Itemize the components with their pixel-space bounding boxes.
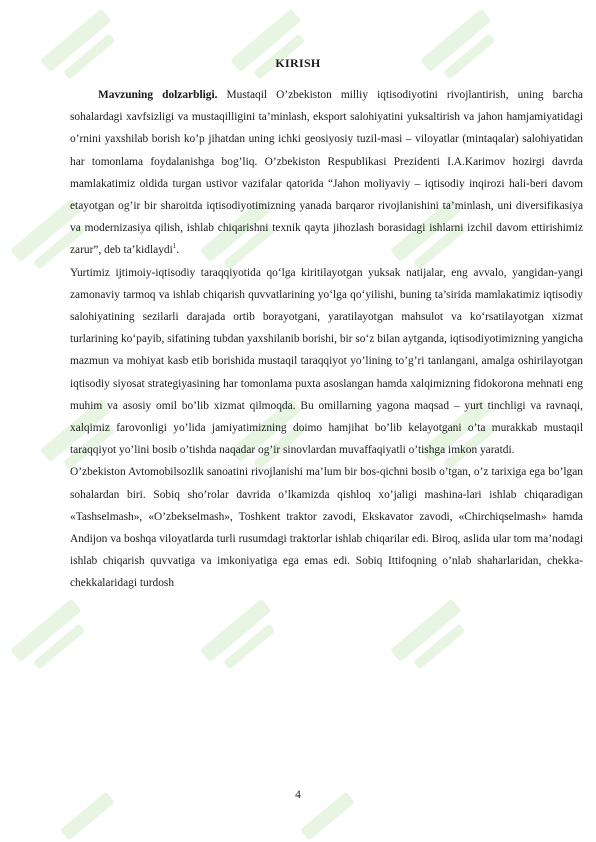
intro-tail: .: [176, 244, 180, 257]
document-body: [70, 84, 583, 595]
footnote-ref: 1: [172, 242, 177, 251]
lead-phrase: Mavzuning dolzarbligi.: [98, 89, 218, 101]
paragraph-intro: [70, 84, 583, 262]
paragraph-3: O’zbekiston Avtomobilsozlik sanoatini rivojlanishi ma’lum bir bos-qichni bosib o’tgan, o’z tarixiga ega bo’lgan sohalardan biri. Sobiq sho’rolar davrida o’lkamizda qishloq xo’jaligi mashina-lari ishlab chiqaradigan «Tashselmash», «O’zbekselmash», Toshkent traktor zavodi, Ekskavator zavodi, «Chirchiqselmash» hamda Andijon va boshqa viloyatlarda turli rusumdagi traktorlar ishlab chiqarilar edi. Biroq, aslida ular tom ma’nodagi ishlab chiqarish quvvatiga va imkoniyatiga ega emas edi. Sobiq Ittifoqning o’nlab shaharlaridan, chekka-chekkalaridagi turdosh: [70, 466, 583, 590]
page-number: 4: [295, 789, 301, 801]
intro-text: Mustaqil O’zbekiston milliy iqtisodiyotini rivojlantirish, uning barcha sohalardagi xavfsizligi va mustaqilligini ta’minlash, eksport salohiyatini yuksaltirish va jahon hamjamiyatidagi o’rnini yaxshilab borish ko’p jihatdan uning ichki geosiyosiy tuzil-masi – viloyatlar (mintaqalar) salohiyatidan har tomonlama foydalanishga bog’liq. O’zbekiston Respublikasi Prezidenti I.A.Karimov hozirgi davrda mamlakatimiz oldida turgan ustivor vazifalar qatorida “Jahon moliyaviy – iqtisodiy inqirozi hali-beri davom etayotgan og’ir bir sharoitda iqtisodiyotimizning yanada barqaror rivojlanishini ta’minlash, uni diversifikasiya va modernizasiya qilish, ishlab chiqarishni texnik qayta jihozlash borasidagi ishlarni izchil davom ettirishimiz zarur”, deb ta’kidlaydi: [70, 89, 583, 257]
paragraph-2: Yurtimiz ijtimoiy-iqtisodiy taraqqiyotida qo‘lga kiritilayotgan yuksak natijalar, eng avvalo, yangidan-yangi zamonaviy tarmoq va ishlab chiqarish quvvatlarining yo‘lga qo‘yilishi, buning ta’sirida mamlakatimiz iqtisodiy salohiyatining sezilarli darajada ortib borayotgani, yaratilayotgan mahsulot va ko‘rsatilayotgan xizmat turlarining ko‘payib, sifatining tubdan yaxshilanib borishi, bir so‘z bilan aytganda, iqtisodiyotimizning yangicha mazmun va mohiyat kasb etib borishida mustaqil taraqqiyot yo’lining to’g’ri tanlangani, amalga oshirilayotgan iqtisodiy siyosat strategiyasining har tomonlama puxta asoslangan hamda xalqimizning fidokorona mehnati eng muhim va asosiy omil bo’lib xizmat qilmoqda. Bu omillarning yagona maqsad – yurt tinchligi va ravnaqi, xalqimiz farovonligi yo’lida jamiyatimizning doimo hamjihat bo’lib kelayotgani o’ta murakkab mustaqil taraqqiyot yo’lini bosib o’tishda naqadar og’ir sinovlardan muvaffaqiyatli o’tishga imkon yaratdi.: [70, 266, 583, 457]
page-title: KIRISH: [275, 56, 321, 70]
